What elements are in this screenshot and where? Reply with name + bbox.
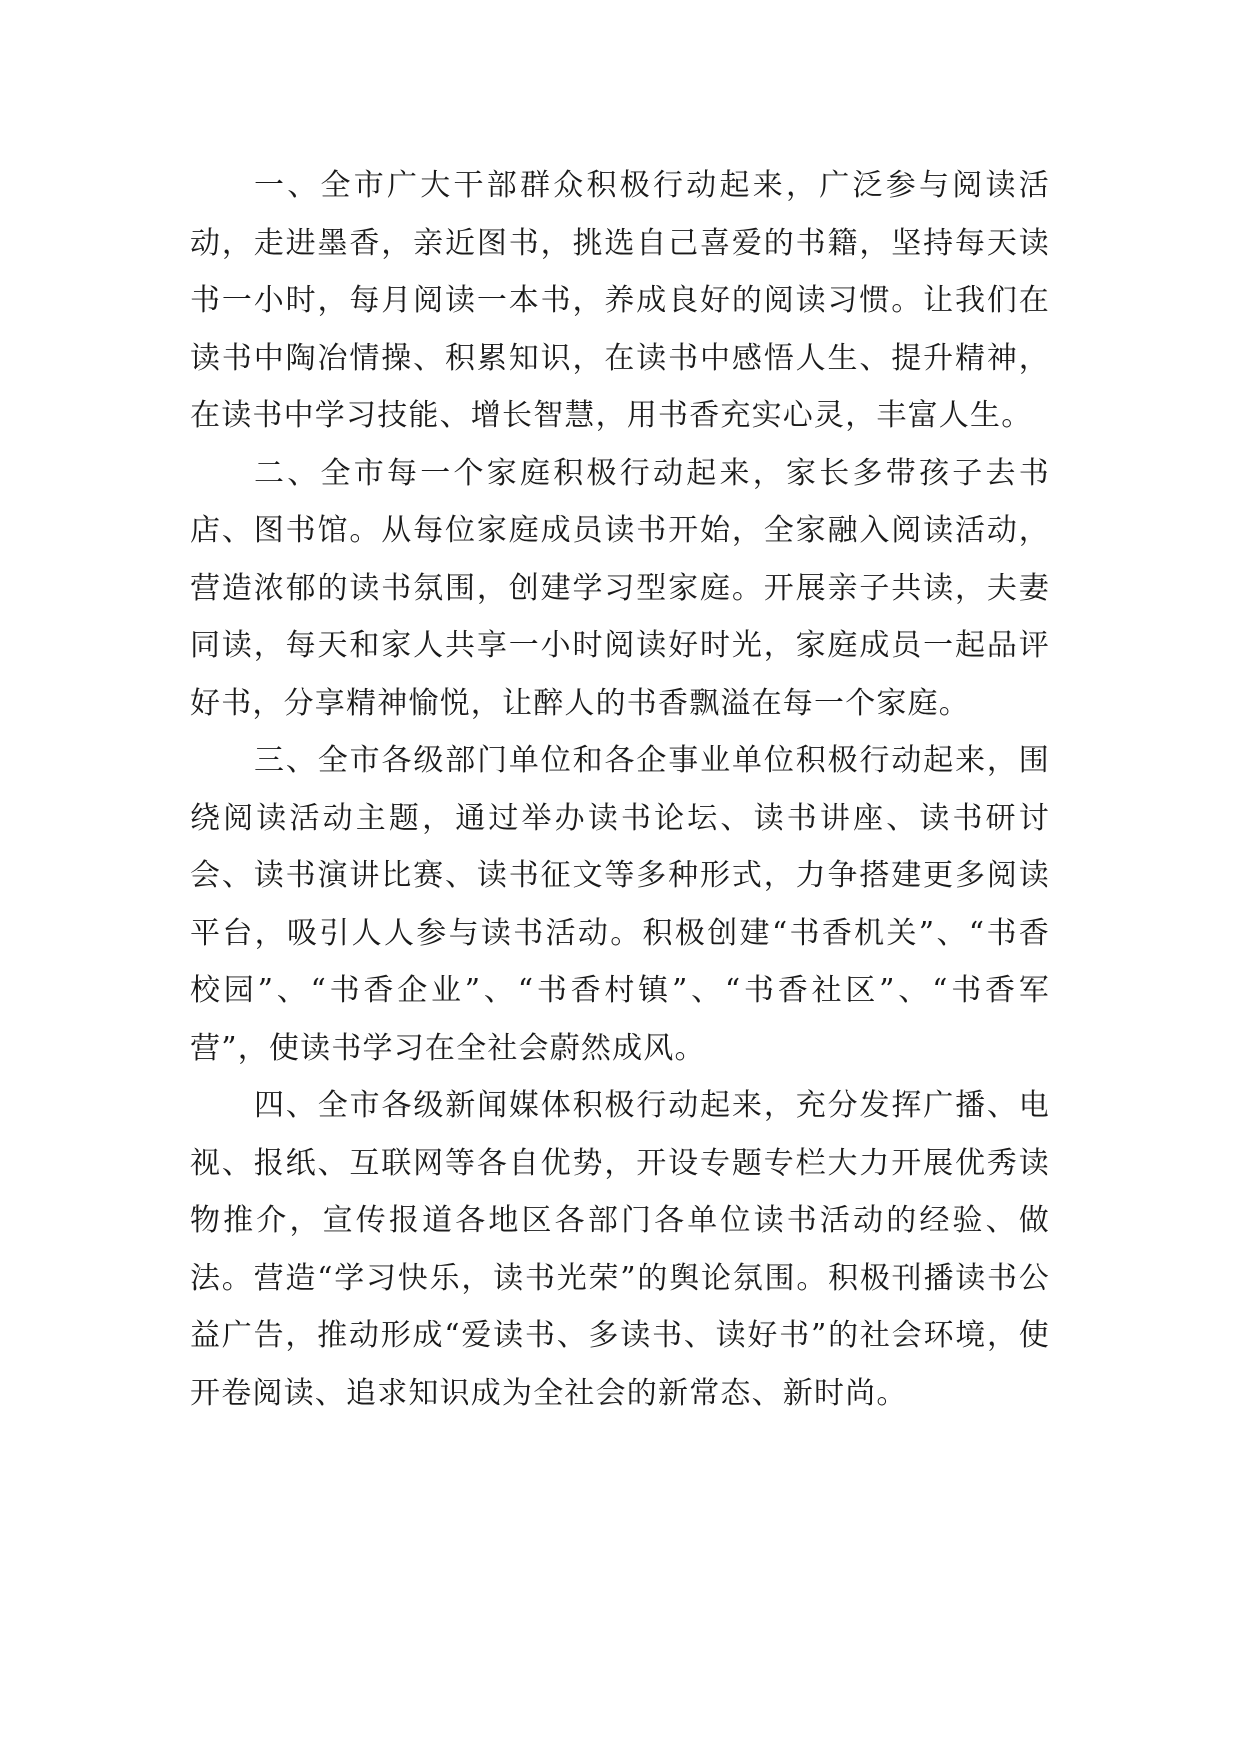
paragraph-1: 一、全市广大干部群众积极行动起来，广泛参与阅读活动，走进墨香，亲近图书，挑选自己喜爱的书籍，坚持每天读书一小时，每月阅读一本书，养成良好的阅读习惯。让我们在读书中陶冶情操、积累知识，在读书中感悟人生、提升精神，在读书中学习技能、增长智慧，用书香充实心灵，丰富人生。	[190, 168, 1050, 433]
paragraph-3: 三、全市各级部门单位和各企事业单位积极行动起来，围绕阅读活动主题，通过举办读书论坛、读书讲座、读书研讨会、读书演讲比赛、读书征文等多种形式，力争搭建更多阅读平台，吸引人人参与读书活动。积极创建“书香机关”、“书香校园”、“书香企业”、“书香村镇”、“书香社区”、“书香军营”，使读书学习在全社会蔚然成风。	[190, 743, 1050, 1066]
paragraph-4: 四、全市各级新闻媒体积极行动起来，充分发挥广播、电视、报纸、互联网等各自优势，开设专题专栏大力开展优秀读物推介，宣传报道各地区各部门各单位读书活动的经验、做法。营造“学习快乐，读书光荣”的舆论氛围。积极刊播读书公益广告，推动形成“爱读书、多读书、读好书”的社会环境，使开卷阅读、追求知识成为全社会的新常态、新时尚。	[190, 1088, 1050, 1411]
paragraph-2: 二、全市每一个家庭积极行动起来，家长多带孩子去书店、图书馆。从每位家庭成员读书开始，全家融入阅读活动，营造浓郁的读书氛围，创建学习型家庭。开展亲子共读，夫妻同读，每天和家人共享一小时阅读好时光，家庭成员一起品评好书，分享精神愉悦，让醉人的书香飘溢在每一个家庭。	[190, 455, 1050, 721]
document-body	[190, 157, 1050, 1422]
